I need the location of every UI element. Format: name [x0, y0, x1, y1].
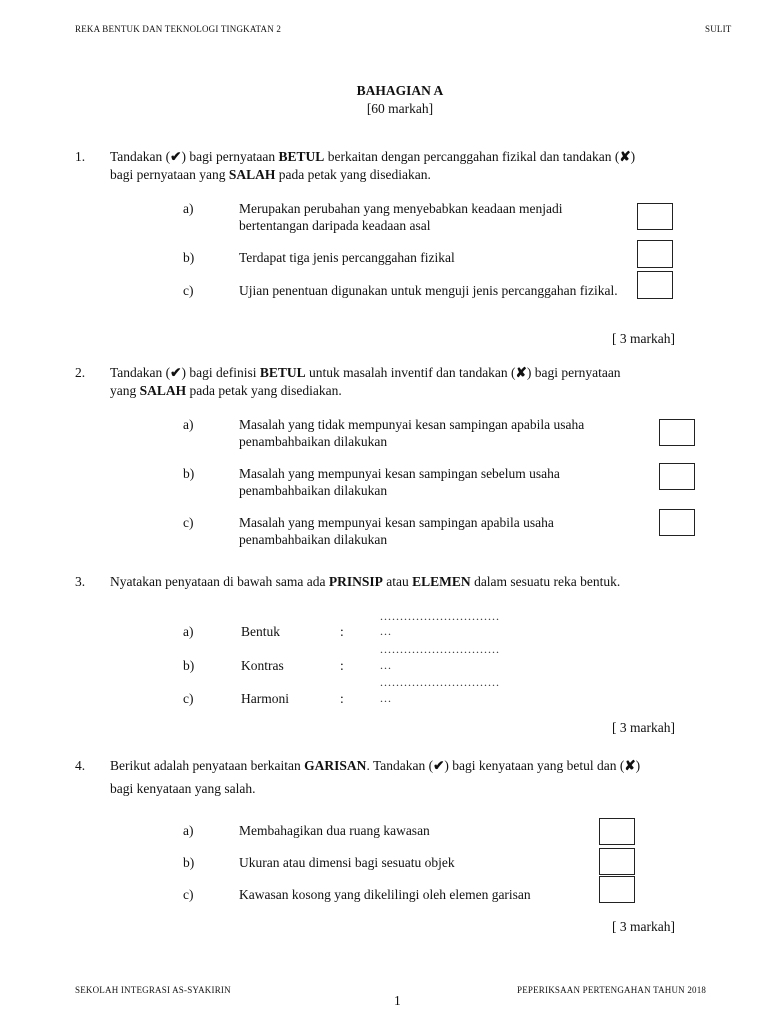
q1-salah: SALAH: [228, 167, 276, 182]
q2-betul: BETUL: [259, 365, 306, 380]
q2-line2-a: yang: [110, 383, 140, 398]
q4-item-a-text: Membahagikan dua ruang kawasan: [239, 823, 430, 838]
q2-item-b-label: b): [183, 466, 195, 481]
q4-item-b-label: b): [183, 855, 195, 870]
q3-instruction: [110, 573, 620, 590]
q1-answer-box-c[interactable]: [637, 271, 673, 299]
q3-text-c: dalam sesuatu reka bentuk.: [470, 574, 621, 589]
q3-item-b-term: Kontras: [241, 658, 284, 673]
q1-instruction-line1: [110, 148, 635, 165]
q1-text-c: berkaitan dengan percanggahan fizikal dan tandakan (: [324, 149, 620, 164]
q1-line2-a: bagi pernyataan yang: [110, 167, 229, 182]
q4-text-b: . Tandakan (: [366, 758, 434, 773]
section-title: BAHAGIAN A: [356, 83, 444, 98]
cross-icon: ✘: [515, 365, 527, 380]
q4-answer-box-c[interactable]: [599, 876, 635, 903]
q4-number: 4.: [75, 758, 86, 773]
q2-line2-c: pada petak yang disediakan.: [186, 383, 342, 398]
q4-marks: [ 3 markah]: [612, 919, 675, 934]
footer-left: SEKOLAH INTEGRASI AS-SYAKIRIN: [75, 985, 231, 995]
q3-elemen: ELEMEN: [412, 574, 471, 589]
q1-marks: [ 3 markah]: [612, 331, 675, 346]
tick-icon: ✔: [170, 365, 182, 380]
q4-text-a: Berikut adalah penyataan berkaitan: [110, 758, 305, 773]
q1-line2-c: pada petak yang disediakan.: [275, 167, 431, 182]
q3-item-a-label: a): [183, 624, 194, 639]
q2-instruction-line1: [110, 364, 621, 381]
cross-icon: ✘: [624, 758, 636, 773]
footer-right: PEPERIKSAAN PERTENGAHAN TAHUN 2018: [517, 985, 707, 995]
q1-item-c-text: Ujian penentuan digunakan untuk menguji jenis percanggahan fizikal.: [239, 283, 618, 298]
q2-text-a: Tandakan (: [110, 365, 171, 380]
q2-answer-box-a[interactable]: [659, 419, 695, 446]
q3-text-b: atau: [382, 574, 413, 589]
q3-answer-dots-a1[interactable]: ..............................: [380, 609, 500, 623]
q3-answer-dots-a2[interactable]: ...: [380, 624, 392, 638]
q2-item-c-text: Masalah yang mempunyai kesan sampingan apabila usaha penambahbaikan dilakukan: [239, 515, 554, 547]
q3-item-c-colon: :: [340, 691, 344, 706]
q3-item-a-colon: :: [340, 624, 344, 639]
q3-item-c-term: Harmoni: [241, 691, 289, 706]
q2-number: 2.: [75, 365, 86, 380]
header-right: SULIT: [705, 24, 732, 34]
q4-answer-box-a[interactable]: [599, 818, 635, 845]
q1-betul: BETUL: [278, 149, 325, 164]
q2-item-a-text: Masalah yang tidak mempunyai kesan sampingan apabila usaha penambahbaikan dilakukan: [239, 417, 585, 449]
q1-item-a-label: a): [183, 201, 194, 216]
q1-item-b-text: Terdapat tiga jenis percanggahan fizikal: [239, 250, 455, 265]
q3-marks: [ 3 markah]: [612, 720, 675, 735]
q3-text-a: Nyatakan penyataan di bawah sama ada: [110, 574, 329, 589]
q2-text-c: untuk masalah inventif dan tandakan (: [305, 365, 516, 380]
q3-item-b-colon: :: [340, 658, 344, 673]
q1-instruction-line2: [110, 166, 431, 183]
q1-text-d: ): [630, 149, 636, 164]
q3-answer-dots-c1[interactable]: ..............................: [380, 675, 500, 689]
q4-answer-box-b[interactable]: [599, 848, 635, 875]
q2-item-a-label: a): [183, 417, 194, 432]
q4-item-b-text: Ukuran atau dimensi bagi sesuatu objek: [239, 855, 455, 870]
q4-item-a-label: a): [183, 823, 194, 838]
q3-answer-dots-b1[interactable]: ..............................: [380, 642, 500, 656]
q4-text-c: ) bagi kenyataan yang betul dan (: [444, 758, 625, 773]
q3-item-a-term: Bentuk: [241, 624, 280, 639]
section-marks: [60 markah]: [366, 101, 434, 116]
q1-answer-box-b[interactable]: [637, 240, 673, 268]
q3-item-b-label: b): [183, 658, 195, 673]
q2-answer-box-b[interactable]: [659, 463, 695, 490]
q3-answer-dots-b2[interactable]: ...: [380, 658, 392, 672]
q2-text-d: ) bagi pernyataan: [526, 365, 621, 380]
q4-instruction-line2: bagi kenyataan yang salah.: [110, 781, 256, 796]
cross-icon: ✘: [619, 149, 631, 164]
q1-text-a: Tandakan (: [110, 149, 171, 164]
q3-item-c-label: c): [183, 691, 194, 706]
q1-number: 1.: [75, 149, 86, 164]
q1-item-a-text: Merupakan perubahan yang menyebabkan keadaan menjadi bertentangan daripada keadaan asal: [239, 201, 563, 233]
q4-instruction-line1: [110, 757, 640, 774]
q2-answer-box-c[interactable]: [659, 509, 695, 536]
q4-item-c-label: c): [183, 887, 194, 902]
tick-icon: ✔: [433, 758, 445, 773]
q1-text-b: ) bagi pernyataan: [181, 149, 279, 164]
q4-garisan: GARISAN: [304, 758, 367, 773]
q2-instruction-line2: [110, 382, 342, 399]
q1-item-c-label: c): [183, 283, 194, 298]
page-number: 1: [394, 993, 401, 1008]
tick-icon: ✔: [170, 149, 182, 164]
q2-text-b: ) bagi definisi: [181, 365, 260, 380]
q3-number: 3.: [75, 574, 86, 589]
q2-item-b-text: Masalah yang mempunyai kesan sampingan sebelum usaha penambahbaikan dilakukan: [239, 466, 560, 498]
q1-answer-box-a[interactable]: [637, 203, 673, 230]
q4-text-d: ): [635, 758, 641, 773]
q4-item-c-text: Kawasan kosong yang dikelilingi oleh elemen garisan: [239, 887, 531, 902]
q2-item-c-label: c): [183, 515, 194, 530]
header-left: REKA BENTUK DAN TEKNOLOGI TINGKATAN 2: [75, 24, 282, 34]
q1-item-b-label: b): [183, 250, 195, 265]
q3-prinsip: PRINSIP: [328, 574, 383, 589]
q2-salah: SALAH: [139, 383, 187, 398]
q3-answer-dots-c2[interactable]: ...: [380, 691, 392, 705]
